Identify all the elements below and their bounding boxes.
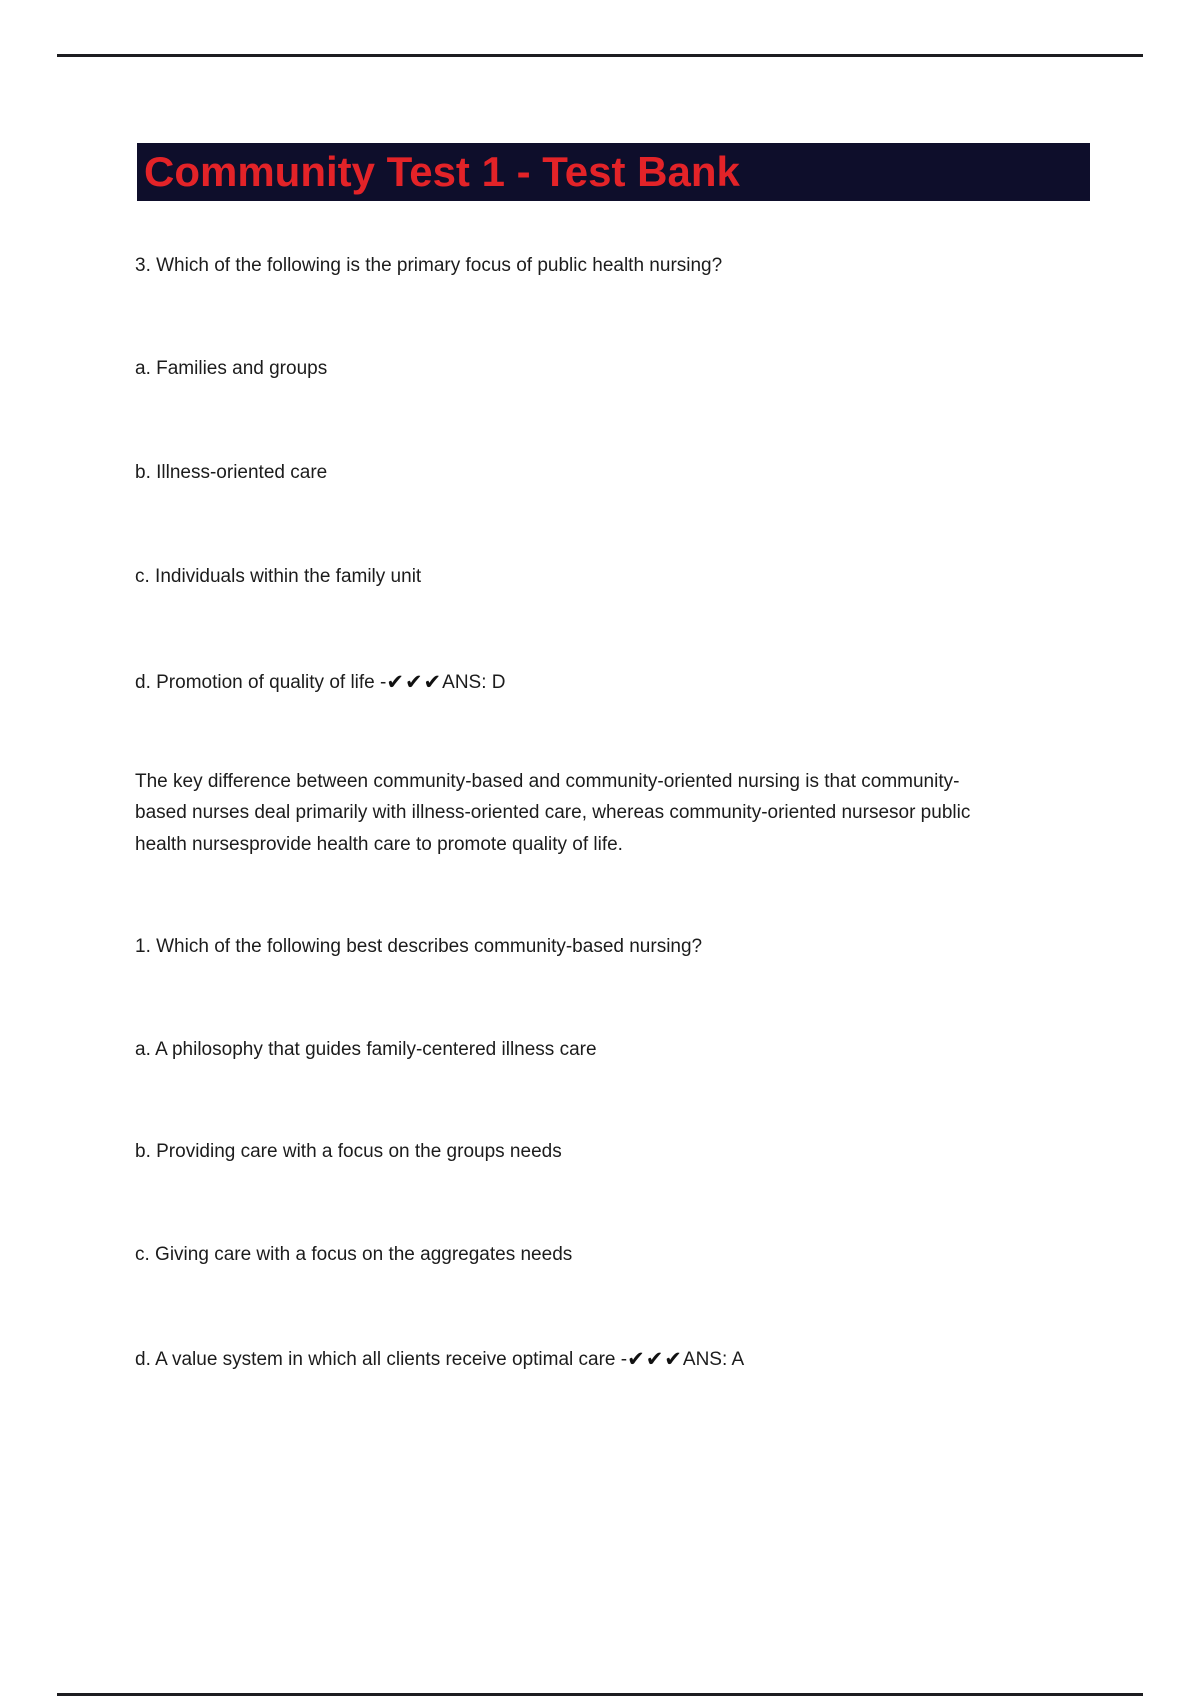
- question-text: 1. Which of the following best describes community-based nursing?: [135, 936, 703, 957]
- option-a: a. Families and groups: [135, 358, 328, 379]
- option-d-text: d. A value system in which all clients receive optimal care -: [135, 1349, 628, 1370]
- explanation-line: health nursesprovide health care to promote quality of life.: [135, 834, 623, 855]
- explanation-line: The key difference between community-based and community-oriented nursing is that community-: [135, 771, 960, 792]
- option-b: b. Illness-oriented care: [135, 462, 328, 483]
- explanation-line: based nurses deal primarily with illness-oriented care, whereas community-oriented nursesor public: [135, 802, 971, 823]
- title-banner: [137, 143, 1090, 201]
- option-d-answer-line: [135, 668, 506, 696]
- question-text: 3. Which of the following is the primary focus of public health nursing?: [135, 255, 723, 276]
- footer-rule: [57, 1693, 1143, 1696]
- answer-label: ANS: D: [442, 672, 506, 693]
- option-d-text: d. Promotion of quality of life -: [135, 672, 387, 693]
- answer-label: ANS: A: [682, 1349, 745, 1370]
- option-d-answer-line: [135, 1345, 744, 1373]
- option-c: c. Individuals within the family unit: [135, 566, 422, 587]
- option-a: a. A philosophy that guides family-centered illness care: [135, 1039, 597, 1060]
- checkmark-icons: ✔✔✔: [627, 1347, 683, 1371]
- page-title: Community Test 1 - Test Bank: [144, 148, 740, 195]
- option-c: c. Giving care with a focus on the aggregates needs: [135, 1244, 573, 1265]
- option-b: b. Providing care with a focus on the groups needs: [135, 1141, 562, 1162]
- header-rule: [57, 54, 1143, 57]
- checkmark-icons: ✔✔✔: [386, 670, 443, 694]
